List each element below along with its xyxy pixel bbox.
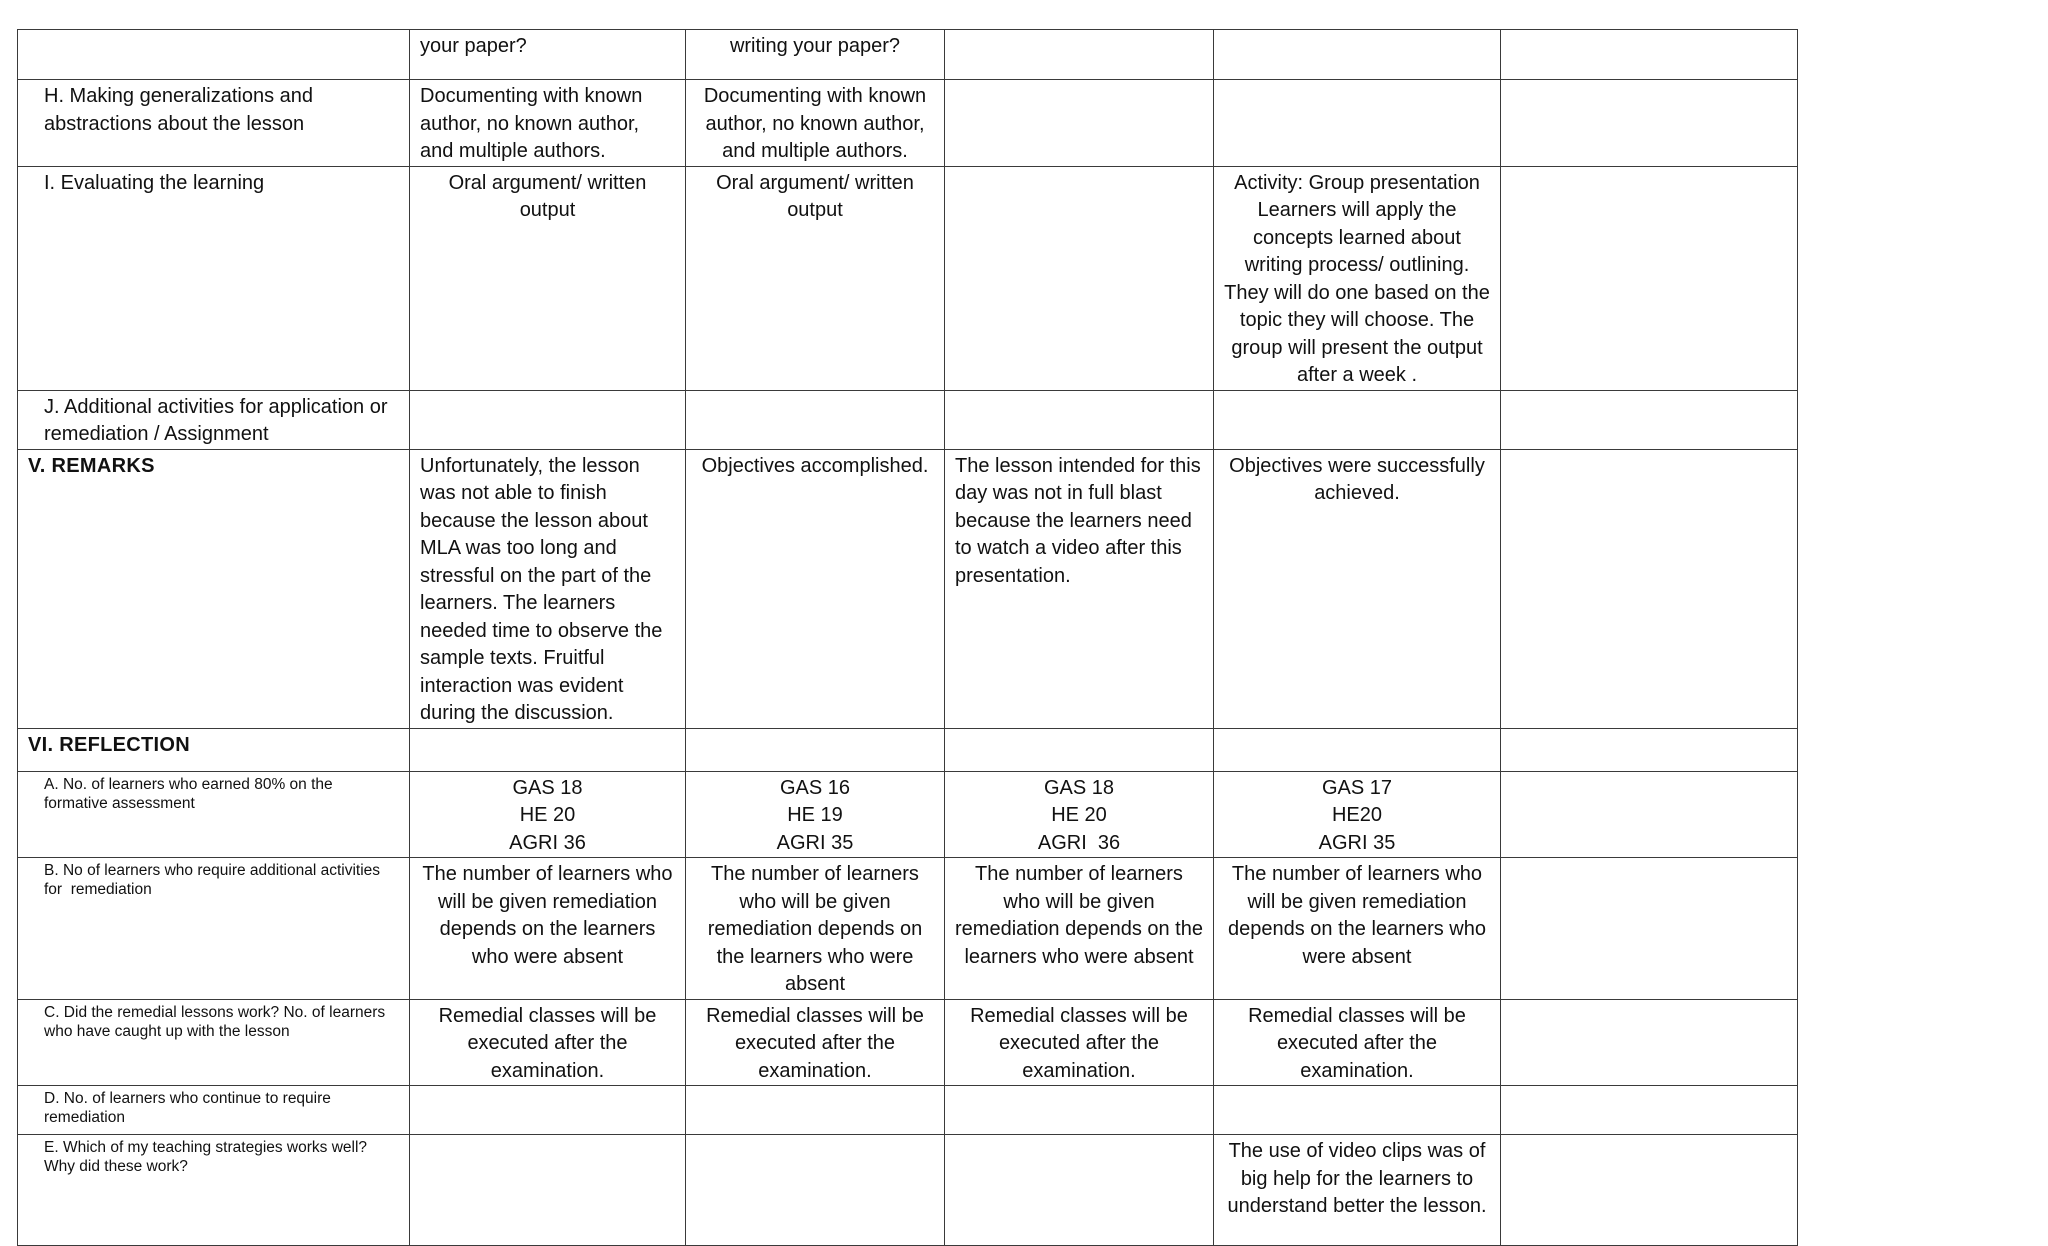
table-cell bbox=[686, 771, 945, 858]
table-cell bbox=[1501, 390, 1798, 449]
table-cell bbox=[410, 728, 686, 771]
table-cell: The number of learners who will be given remediation depends on the learners who were absent bbox=[1214, 858, 1501, 1000]
lesson-plan-table bbox=[17, 29, 1798, 1246]
row-label-c bbox=[18, 999, 410, 1086]
table-cell: Remedial classes will be executed after the examination. bbox=[686, 999, 945, 1086]
table-cell: The number of learners who will be given remediation depends on the learners who were absent bbox=[945, 858, 1214, 1000]
row-label-text: B. No of learners who require additional activities for remediation bbox=[44, 862, 385, 898]
table-row bbox=[18, 999, 1798, 1086]
count-line: AGRI 36 bbox=[1037, 831, 1121, 854]
count-line: GAS 17 bbox=[1321, 776, 1393, 799]
table-cell bbox=[1501, 1086, 1798, 1135]
table-cell: Objectives were successfully achieved. bbox=[1214, 449, 1501, 728]
table-cell bbox=[1501, 728, 1798, 771]
table-cell: The lesson intended for this day was not in full blast because the learners need to watch a video after this presentation. bbox=[945, 449, 1214, 728]
table-row bbox=[18, 858, 1798, 1000]
table-row bbox=[18, 30, 1798, 80]
table-cell bbox=[1501, 30, 1798, 80]
table-cell bbox=[1501, 858, 1798, 1000]
row-label-b bbox=[18, 858, 410, 1000]
row-label-d bbox=[18, 1086, 410, 1135]
table-cell: Remedial classes will be executed after the examination. bbox=[1214, 999, 1501, 1086]
row-label-text: A. No. of learners who earned 80% on the formative assessment bbox=[44, 775, 333, 812]
table-cell: The number of learners who will be given remediation depends on the learners who were absent bbox=[410, 858, 686, 1000]
table-cell bbox=[1501, 166, 1798, 390]
table-row bbox=[18, 80, 1798, 167]
row-label-text: I. Evaluating the learning bbox=[44, 171, 265, 194]
row-label-text: E. Which of my teaching strategies works well? Why did these work? bbox=[44, 1139, 368, 1175]
row-label-text: D. No. of learners who continue to require remediation bbox=[44, 1090, 331, 1126]
table-cell bbox=[1214, 80, 1501, 167]
table-cell bbox=[945, 728, 1214, 771]
table-cell bbox=[945, 1086, 1214, 1135]
count-line: AGRI 35 bbox=[776, 831, 854, 854]
count-line: GAS 18 bbox=[512, 776, 583, 799]
table-cell: Objectives accomplished. bbox=[686, 449, 945, 728]
count-line: AGRI 36 bbox=[509, 831, 586, 854]
table-row bbox=[18, 166, 1798, 390]
table-cell: writing your paper? bbox=[686, 30, 945, 80]
table-cell bbox=[945, 166, 1214, 390]
row-label bbox=[18, 30, 410, 80]
table-row bbox=[18, 771, 1798, 858]
table-cell: The number of learners who will be given remediation depends on the learners who were absent bbox=[686, 858, 945, 1000]
table-cell bbox=[410, 771, 686, 858]
table-cell bbox=[1501, 771, 1798, 858]
table-cell bbox=[686, 1135, 945, 1246]
row-label-text: C. Did the remedial lessons work? No. of learners who have caught up with the lesson bbox=[44, 1003, 386, 1040]
section-heading-reflection: VI. REFLECTION bbox=[18, 728, 410, 771]
table-cell bbox=[686, 390, 945, 449]
table-cell bbox=[1214, 1086, 1501, 1135]
table-cell bbox=[1501, 999, 1798, 1086]
count-line: HE 20 bbox=[1051, 804, 1107, 826]
table-cell: Oral argument/ written output bbox=[410, 166, 686, 390]
row-label-text: J. Additional activities for application or remediation / Assignment bbox=[44, 395, 388, 445]
table-cell bbox=[945, 80, 1214, 167]
table-cell bbox=[1501, 1135, 1798, 1246]
row-label-j bbox=[18, 390, 410, 449]
table-cell bbox=[945, 771, 1214, 858]
table-cell: Remedial classes will be executed after the examination. bbox=[945, 999, 1214, 1086]
table-cell bbox=[410, 390, 686, 449]
table-cell: Documenting with known author, no known author, and multiple authors. bbox=[410, 80, 686, 167]
table-cell: Unfortunately, the lesson was not able to finish because the lesson about MLA was too long and stressful on the part of the learners. The learners needed time to observe the sample texts. Fruitful interaction was evident during the discussion. bbox=[410, 449, 686, 728]
table-cell bbox=[1214, 390, 1501, 449]
table-row bbox=[18, 390, 1798, 449]
count-line: AGRI 35 bbox=[1318, 831, 1396, 854]
table-cell bbox=[1501, 80, 1798, 167]
table-cell bbox=[410, 1135, 686, 1246]
table-cell: Documenting with known author, no known author, and multiple authors. bbox=[686, 80, 945, 167]
row-label-i bbox=[18, 166, 410, 390]
table-cell bbox=[1214, 728, 1501, 771]
count-line: GAS 18 bbox=[1043, 776, 1115, 799]
table-cell bbox=[945, 390, 1214, 449]
row-label-text: H. Making generalizations and abstractions about the lesson bbox=[44, 85, 314, 135]
row-label-h bbox=[18, 80, 410, 167]
row-label-a bbox=[18, 771, 410, 858]
row-label-e bbox=[18, 1135, 410, 1246]
table-row bbox=[18, 449, 1798, 728]
count-line: HE 20 bbox=[519, 804, 576, 826]
table-cell bbox=[410, 1086, 686, 1135]
table-cell bbox=[686, 1086, 945, 1135]
table-cell bbox=[1214, 771, 1501, 858]
table-cell bbox=[686, 728, 945, 771]
count-line: GAS 16 bbox=[779, 776, 851, 799]
table-row bbox=[18, 728, 1798, 771]
table-cell: your paper? bbox=[410, 30, 686, 80]
table-cell: Remedial classes will be executed after the examination. bbox=[410, 999, 686, 1086]
table-row bbox=[18, 1135, 1798, 1246]
table-cell bbox=[945, 30, 1214, 80]
count-line: HE20 bbox=[1331, 804, 1383, 826]
table-cell bbox=[945, 1135, 1214, 1246]
table-cell: The use of video clips was of big help for the learners to understand better the lesson. bbox=[1214, 1135, 1501, 1246]
table-cell: Oral argument/ written output bbox=[686, 166, 945, 390]
section-heading-remarks: V. REMARKS bbox=[18, 449, 410, 728]
table-cell bbox=[1214, 30, 1501, 80]
count-line: HE 19 bbox=[787, 804, 843, 826]
table-row bbox=[18, 1086, 1798, 1135]
table-cell: Activity: Group presentation Learners will apply the concepts learned about writing process/ outlining. They will do one based on the topic they will choose. The group will present the output after a week . bbox=[1214, 166, 1501, 390]
table-cell bbox=[1501, 449, 1798, 728]
